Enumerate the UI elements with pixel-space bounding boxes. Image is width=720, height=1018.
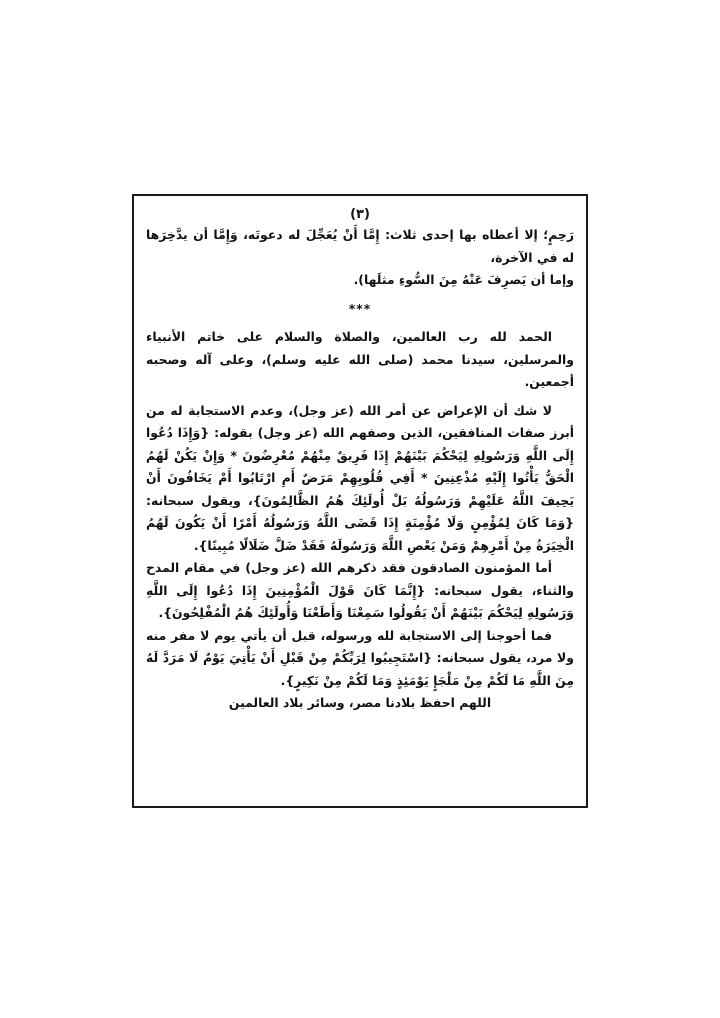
closing-prayer: اللهم احفظ بلادنا مصر، وسائر بلاد العالمين [228,695,492,710]
paragraph-hypocrites: لا شك أن الإعراض عن أمر الله (عز وجل)، وعدم الاستجابة له من أبرز صفات المنافقين، الذين وصفهم الله (عز وجل) بقوله: {وَإِذَا دُعُوا إِلَى اللَّهِ وَرَسُولِهِ لِيَحْكُمَ بَيْنَهُمْ إِذَا فَرِيقٌ مِنْهُمْ مُعْرِضُونَ * وَإِنْ يَكُنْ لَهُمُ الْحَقُّ يَأْتُوا إِلَيْهِ مُذْعِنِينَ * أَفِي قُلُوبِهِمْ مَرَضٌ أَمِ ارْتَابُوا أَمْ يَخَافُونَ أَنْ يَحِيفَ اللَّهُ عَلَيْهِمْ وَرَسُولُهُ بَلْ أُولَئِكَ هُمُ الظَّالِمُونَ}، ويقول سبحانه: {وَمَا كَانَ لِمُؤْمِنٍ وَلَا مُؤْمِنَةٍ إِذَا قَضَى اللَّهُ وَرَسُولُهُ أَمْرًا أَنْ يَكُونَ لَهُمُ الْخِيَرَةُ مِنْ أَمْرِهِمْ وَمَنْ يَعْصِ اللَّهَ وَرَسُولَهُ فَقَدْ ضَلَّ ضَلَالًا مُبِينًا}. [146,402,574,553]
page-number: (٣) [350,207,370,222]
page-frame [132,194,588,808]
page-content [146,206,574,715]
paragraph-believers: أما المؤمنون الصادقون فقد ذكرهم الله (عز وجل) في مقام المدح والثناء، يقول سبحانه: {إِنَّمَا كَانَ قَوْلَ الْمُؤْمِنِينَ إِذَا دُعُوا إِلَى اللَّهِ وَرَسُولِهِ لِيَحْكُمَ بَيْنَهُمْ أَنْ يَقُولُوا سَمِعْنَا وَأَطَعْنَا وَأُولَئِكَ هُمُ الْمُفْلِحُونَ}. [146,560,574,620]
continued-line-2: وإما أن يَصرِفَ عَنْهُ مِنَ السُّوءِ مثلَها). [353,272,574,287]
section-separator: *** [348,300,372,316]
continued-line-1: رَحِمٍ؛ إلا أعطاه بها إحدى ثلاث: إِمَّا أَنْ يُعَجِّلَ له دعوتَه، وَإِمَّا أن يدَّخِرَها له في الآخرة، [146,227,574,265]
paragraph-response: فما أحوجنا إلى الاستجابة لله ورسوله، قبل أن يأتي يوم لا مفر منه ولا مرد، يقول سبحانه: {اسْتَجِيبُوا لِرَبِّكُمْ مِنْ قَبْلِ أَنْ يَأْتِيَ يَوْمٌ لَا مَرَدَّ لَهُ مِنَ اللَّهِ مَا لَكُمْ مِنْ مَلْجَإٍ يَوْمَئِذٍ وَمَا لَكُمْ مِنْ نَكِيرٍ}. [146,627,574,688]
paragraph-praise: الحمد لله رب العالمين، والصلاة والسلام على خاتم الأنبياء والمرسلين، سيدنا محمد (صلى الله عليه وسلم)، وعلى آله وصحبه أجمعين. [146,329,574,389]
